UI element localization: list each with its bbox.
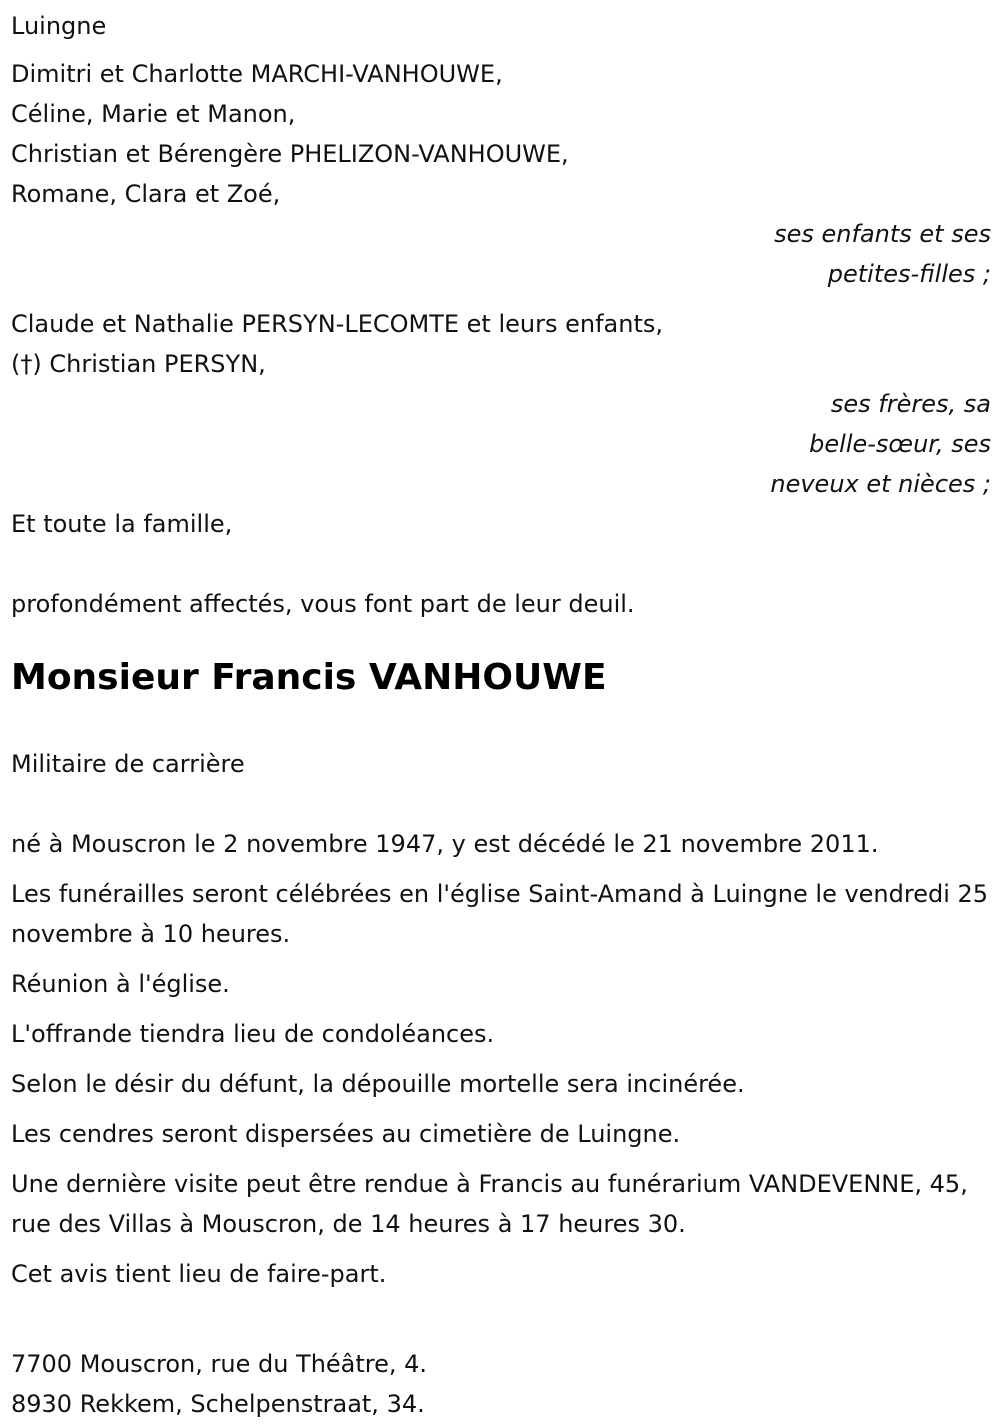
family-line: Romane, Clara et Zoé, [11,180,281,208]
relationship-label: ses enfants et ses [774,220,991,248]
family-line: Dimitri et Charlotte MARCHI-VANHOUWE, [11,60,503,88]
detail-paragraph: Cet avis tient lieu de faire-part. [11,1260,387,1288]
siblings-block [11,304,991,504]
detail-paragraph: Les funérailles seront célébrées en l'église Saint-Amand à Luingne le vendredi 25 novembre à 10 heures. [11,880,989,948]
detail-paragraph: Réunion à l'église. [11,970,230,998]
family-line: Christian et Bérengère PHELIZON-VANHOUWE, [11,140,569,168]
detail-paragraph: Selon le désir du défunt, la dépouille mortelle sera incinérée. [11,1070,745,1098]
family-line: Claude et Nathalie PERSYN-LECOMTE et leurs enfants, [11,310,663,338]
address-line: 8930 Rekkem, Schelpenstraat, 34. [11,1390,425,1418]
detail-paragraph: Les cendres seront dispersées au cimetière de Luingne. [11,1120,681,1148]
family-line: Céline, Marie et Manon, [11,100,296,128]
details-block [11,824,991,1294]
detail-paragraph: né à Mouscron le 2 novembre 1947, y est décédé le 21 novembre 2011. [11,830,879,858]
relationship-label: petites-filles ; [827,260,991,288]
address-line: 7700 Mouscron, rue du Théâtre, 4. [11,1350,428,1378]
addresses-block [11,1344,991,1424]
whole-family-line: Et toute la famille, [11,510,233,538]
relationship-label: belle-sœur, ses [809,430,991,458]
deceased-name: Monsieur Francis VANHOUWE [11,657,607,698]
relationship-label: ses frères, sa [830,390,991,418]
profession: Militaire de carrière [11,750,245,778]
children-block [11,54,991,294]
detail-paragraph: Une dernière visite peut être rendue à Francis au funérarium VANDEVENNE, 45, rue des Villas à Mouscron, de 14 heures à 17 heures 30. [11,1170,968,1238]
family-line: (†) Christian PERSYN, [11,350,266,378]
detail-paragraph: L'offrande tiendra lieu de condoléances. [11,1020,495,1048]
announcement-line: profondément affectés, vous font part de leur deuil. [11,590,635,618]
relationship-label: neveux et nièces ; [770,470,991,498]
place-header: Luingne [11,12,107,40]
obituary-notice [11,6,991,1424]
